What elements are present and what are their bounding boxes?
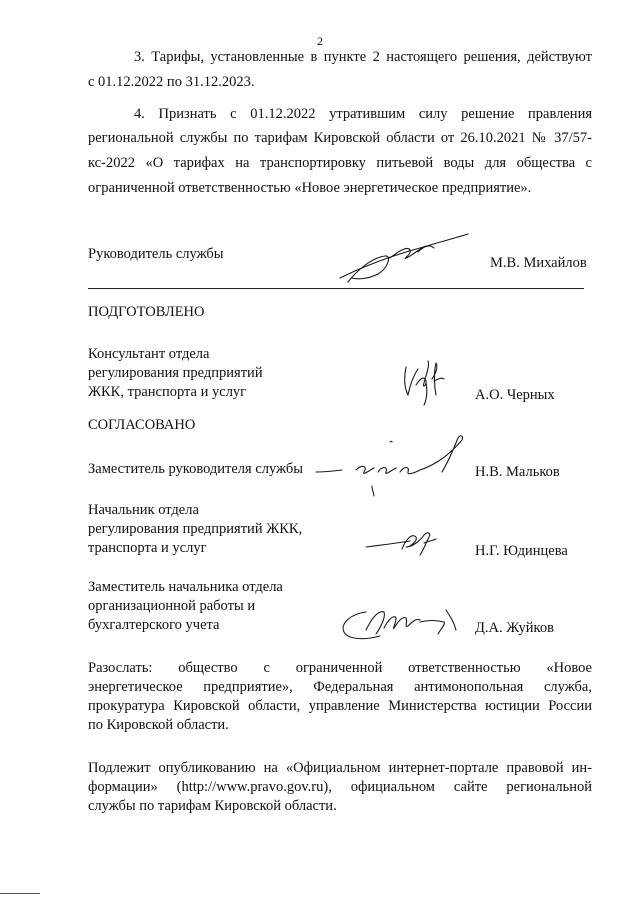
page-number: 2 xyxy=(317,34,323,48)
publication-line2: формации» (http://www.pravo.gov.ru), официальном сайте региональной xyxy=(88,779,592,795)
para3-line1: 3. Тарифы, установленные в пункте 2 настоящего решения, действуют xyxy=(134,49,592,65)
head-name: М.В. Михайлов xyxy=(490,255,587,271)
signer3-title-line3: бухгалтерского учета xyxy=(88,617,220,633)
publication-line3: службы по тарифам Кировской области. xyxy=(88,798,337,814)
signer2-signature-image xyxy=(362,525,442,560)
publication-line1: Подлежит опубликованию на «Официальном интернет-портале правовой ин- xyxy=(88,760,592,776)
prepared-signature-image xyxy=(398,355,448,410)
para3-line2: с 01.12.2022 по 31.12.2023. xyxy=(88,74,255,90)
signer3-name: Д.А. Жуйков xyxy=(475,620,554,636)
head-title: Руководитель службы xyxy=(88,246,224,262)
distribution-line2: энергетическое предприятие», Федеральная антимонопольная служба, xyxy=(88,679,592,695)
signer1-name: Н.В. Мальков xyxy=(475,464,560,480)
para4-line4: ограниченной ответственностью «Новое энергетическое предприятие». xyxy=(88,180,532,196)
signer2-title-line1: Начальник отдела xyxy=(88,502,199,518)
signer2-title-line3: транспорта и услуг xyxy=(88,540,207,556)
agreed-heading: СОГЛАСОВАНО xyxy=(88,417,196,433)
prepared-name: А.О. Черных xyxy=(475,387,555,403)
footer-rule xyxy=(0,893,40,894)
distribution-line3: прокуратура Кировской области, управление Министерства юстиции России xyxy=(88,698,592,714)
prepared-heading: ПОДГОТОВЛЕНО xyxy=(88,304,205,320)
signer3-title-line1: Заместитель начальника отдела xyxy=(88,579,283,595)
signer1-signature-image xyxy=(312,430,472,500)
signer1-title: Заместитель руководителя службы xyxy=(88,461,304,477)
signer3-signature-image xyxy=(336,600,466,645)
prepared-title-line2: регулирования предприятий xyxy=(88,365,263,381)
distribution-line1: Разослать: общество с ограниченной ответственностью «Новое xyxy=(88,660,592,676)
para4-line2: региональной службы по тарифам Кировской области от 26.10.2021 № 37/57- xyxy=(88,130,592,146)
signer3-title-line2: организационной работы и xyxy=(88,598,256,614)
signer2-title-line2: регулирования предприятий ЖКК, xyxy=(88,521,303,537)
signer2-name: Н.Г. Юдинцева xyxy=(475,543,568,559)
head-signature-image xyxy=(330,228,480,288)
prepared-title-line3: ЖКК, транспорта и услуг xyxy=(88,384,247,400)
divider-line xyxy=(88,288,584,289)
prepared-title-line1: Консультант отдела xyxy=(88,346,210,362)
distribution-line4: по Кировской области. xyxy=(88,717,229,733)
para4-line1: 4. Признать с 01.12.2022 утратившим силу решение правления xyxy=(134,106,592,122)
para4-line3: кс-2022 «О тарифах на транспортировку питьевой воды для общества с xyxy=(88,155,592,171)
